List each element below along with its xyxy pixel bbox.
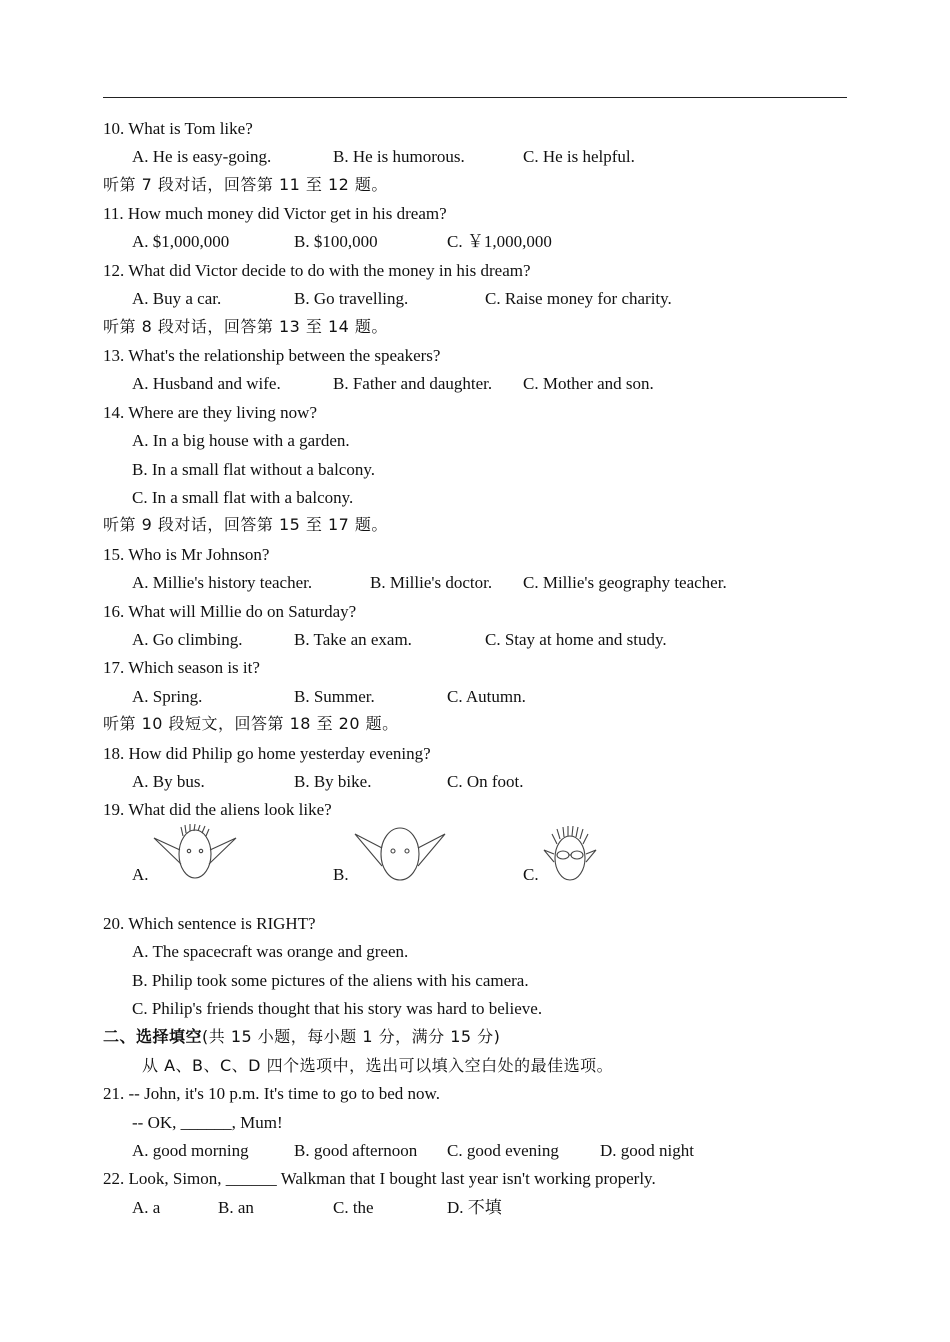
part-2-instruction: 从 A、B、C、D 四个选项中，选出可以填入空白处的最佳选项。 [142,1056,614,1075]
question-15-stem: 15. Who is Mr Johnson? [103,545,270,564]
q22-option-a: A. a [132,1198,161,1217]
section-7-instruction: 听第 7 段对话，回答第 11 至 12 题。 [103,175,388,194]
q13-option-b: B. Father and daughter. [333,374,493,393]
q21-option-c: C. good evening [447,1141,559,1160]
q20-option-c: C. Philip's friends thought that his story was hard to believe. [132,999,543,1018]
q18-option-a: A. By bus. [132,772,205,791]
q16-option-b: B. Take an exam. [294,630,412,649]
q22-option-d: D. 不填 [447,1198,502,1217]
q14-option-c: C. In a small flat with a balcony. [132,488,354,507]
q12-option-c: C. Raise money for charity. [485,289,672,308]
q19-option-b-label: B. [333,865,349,884]
q15-option-a: A. Millie's history teacher. [132,573,313,592]
section-10-instruction: 听第 10 段短文，回答第 18 至 20 题。 [103,714,399,733]
alien-a-image [150,824,240,884]
q17-option-a: A. Spring. [132,687,203,706]
question-16-stem: 16. What will Millie do on Saturday? [103,602,357,621]
q11-option-a: A. $1,000,000 [132,232,230,251]
q20-option-b: B. Philip took some pictures of the aliens with his camera. [132,971,529,990]
section-8-instruction: 听第 8 段对话，回答第 13 至 14 题。 [103,317,388,336]
q22-option-c: C. the [333,1198,374,1217]
q10-option-c: C. He is helpful. [523,147,635,166]
question-10-stem: 10. What is Tom like? [103,119,253,138]
q17-option-b: B. Summer. [294,687,375,706]
q15-option-c: C. Millie's geography teacher. [523,573,727,592]
q18-option-b: B. By bike. [294,772,372,791]
q14-option-a: A. In a big house with a garden. [132,431,350,450]
question-21-stem: 21. -- John, it's 10 p.m. It's time to go to bed now. [103,1084,440,1103]
q13-option-c: C. Mother and son. [523,374,654,393]
q10-option-a: A. He is easy-going. [132,147,272,166]
q21-option-d: D. good night [600,1141,694,1160]
question-11-stem: 11. How much money did Victor get in his dream? [103,204,447,223]
header-rule [103,97,847,98]
q10-option-b: B. He is humorous. [333,147,465,166]
q11-option-b: B. $100,000 [294,232,378,251]
q21-response-line: -- OK, ______, Mum! [132,1113,283,1132]
q14-option-b: B. In a small flat without a balcony. [132,460,375,479]
q17-option-c: C. Autumn. [447,687,526,706]
question-17-stem: 17. Which season is it? [103,658,260,677]
question-20-stem: 20. Which sentence is RIGHT? [103,914,316,933]
q21-option-a: A. good morning [132,1141,249,1160]
q16-option-a: A. Go climbing. [132,630,243,649]
part-2-score: (共 15 小题，每小题 1 分，满分 15 分) [202,1027,501,1046]
question-13-stem: 13. What's the relationship between the speakers? [103,346,441,365]
q15-option-b: B. Millie's doctor. [370,573,493,592]
alien-b-image [350,824,450,884]
q21-option-b: B. good afternoon [294,1141,418,1160]
question-12-stem: 12. What did Victor decide to do with the money in his dream? [103,261,531,280]
part-2-title: 二、选择填空 [103,1027,203,1046]
q22-option-b: B. an [218,1198,254,1217]
q20-option-a: A. The spacecraft was orange and green. [132,942,409,961]
q16-option-c: C. Stay at home and study. [485,630,667,649]
question-14-stem: 14. Where are they living now? [103,403,318,422]
q12-option-a: A. Buy a car. [132,289,222,308]
q12-option-b: B. Go travelling. [294,289,409,308]
q11-option-c: C. ￥1,000,000 [447,232,552,251]
section-9-instruction: 听第 9 段对话，回答第 15 至 17 题。 [103,515,388,534]
question-18-stem: 18. How did Philip go home yesterday evening? [103,744,431,763]
question-19-stem: 19. What did the aliens look like? [103,800,332,819]
question-22-stem: 22. Look, Simon, ______ Walkman that I bought last year isn't working properly. [103,1169,656,1188]
alien-c-image [540,824,600,884]
q13-option-a: A. Husband and wife. [132,374,281,393]
part-2-heading [103,1026,500,1048]
q19-option-c-label: C. [523,865,539,884]
q19-option-a-label: A. [132,865,149,884]
q18-option-c: C. On foot. [447,772,524,791]
